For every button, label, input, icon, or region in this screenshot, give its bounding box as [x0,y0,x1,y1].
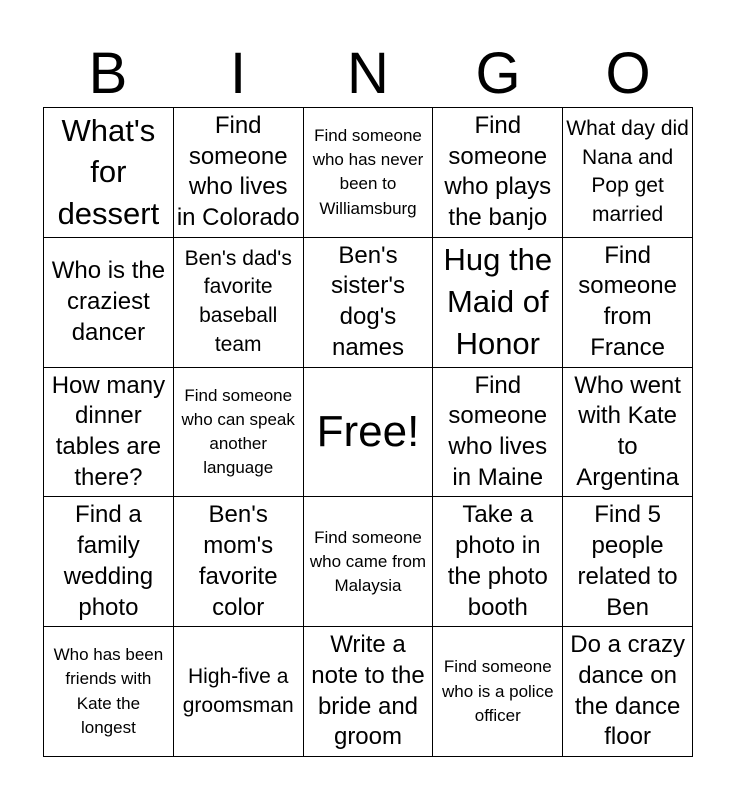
bingo-cell[interactable] [174,108,304,238]
cell-text: Find someone who lives in Maine [448,371,548,491]
cell-text: Hug the Maid of Honor [443,242,553,362]
bingo-grid [43,107,693,757]
cell-text: How many dinner tables are there? [51,371,166,491]
cell-text: Find 5 people related to Ben [577,501,678,621]
cell-text: Find someone who is a police officer [442,657,554,725]
free-space-text: Free! [316,406,420,456]
bingo-cell[interactable] [44,238,174,368]
cell-text: Ben's mom's favorite color [198,501,278,621]
bingo-cell[interactable] [174,627,304,757]
header-letter-g: G [475,41,521,106]
cell-text: Find a family wedding photo [63,501,154,621]
cell-text: Ben's sister's dog's names [331,241,405,361]
cell-text: What's for dessert [57,112,160,232]
cell-text: Find someone from France [578,241,677,361]
bingo-cell[interactable] [44,108,174,238]
bingo-cell[interactable] [563,627,693,757]
bingo-cell[interactable] [304,497,434,627]
bingo-cell[interactable] [433,368,563,498]
bingo-cell[interactable] [433,238,563,368]
cell-text: Who went with Kate to Argentina [574,371,681,491]
bingo-cell[interactable] [44,368,174,498]
header-letter-o: O [605,41,651,106]
cell-text: Write a note to the bride and groom [311,631,425,751]
cell-text: Take a photo in the photo booth [447,501,548,621]
bingo-cell[interactable] [563,108,693,238]
bingo-cell[interactable] [174,497,304,627]
bingo-cell[interactable] [563,238,693,368]
bingo-cell[interactable] [433,497,563,627]
bingo-cell[interactable] [304,238,434,368]
cell-text: Ben's dad's favorite baseball team [184,246,292,356]
bingo-cell[interactable] [563,368,693,498]
bingo-cell[interactable] [563,497,693,627]
cell-text: What day did Nana and Pop get married [566,116,689,227]
cell-text: Do a crazy dance on the dance floor [570,631,685,751]
bingo-cell[interactable] [44,497,174,627]
cell-text: High-five a groomsman [182,664,294,717]
cell-text: Who has been friends with Kate the longest [53,645,164,737]
bingo-cell[interactable] [433,627,563,757]
cell-text: Find someone who can speak another language [181,385,295,478]
bingo-header [43,40,693,108]
cell-text: Who is the craziest dancer [51,257,166,346]
bingo-cell[interactable] [433,108,563,238]
cell-text: Find someone who came from Malaysia [309,527,427,595]
cell-text: Find someone who lives in Colorado [176,111,300,232]
bingo-cell[interactable] [44,627,174,757]
header-letter-b: B [88,41,128,106]
bingo-cell[interactable] [174,238,304,368]
cell-text: Find someone who plays the banjo [444,111,552,232]
header-letter-n: N [347,41,389,106]
bingo-cell[interactable] [304,108,434,238]
cell-text: Find someone who has never been to Williamsburg [312,126,424,218]
header-letter-i: I [229,41,247,106]
bingo-cell[interactable] [304,627,434,757]
free-space-cell[interactable] [304,368,434,498]
bingo-cell[interactable] [174,368,304,498]
